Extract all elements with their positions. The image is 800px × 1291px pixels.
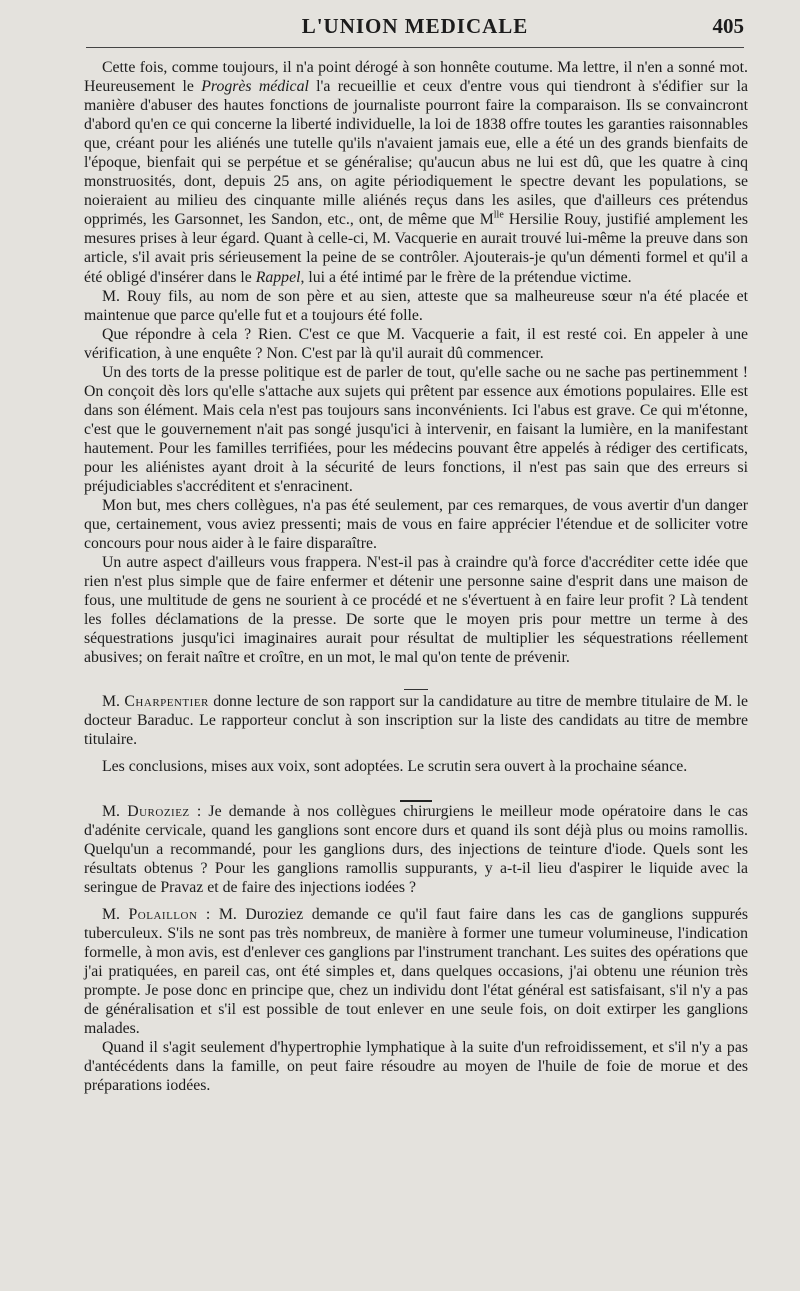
paragraph — [84, 58, 748, 287]
italic-title: Rappel — [255, 268, 301, 286]
text-run: donne lecture de son rapport sur la candidature au titre de membre titulaire de M. le docteur Baraduc. Le rapporteur conclut à son inscription sur la liste des candidats au titre de membre titulaire. — [84, 692, 748, 748]
speaker-name: Charpentier — [124, 692, 209, 710]
paragraph — [84, 1038, 748, 1095]
article-body — [84, 58, 748, 1095]
paragraph — [84, 553, 748, 667]
paragraph — [84, 905, 748, 1038]
paragraph — [84, 496, 748, 553]
speaker-name: Duroziez — [127, 802, 190, 820]
text-run: Un des torts de la presse politique est de parler de tout, qu'elle sache ou ne sache pas pertinemment ! On conçoit dès lors qu'elle s'attache aux sujets qui prêtent par essence aux émotions populaires. Elle est dans son élément. Mais cela n'est pas toujours sans inconvénients. Ici l'abus est grave. Ce qui m'étonne, c'est que le gouvernement n'ait pas songé jusqu'ici à intervenir, en faisant la lumière, en la manifestant hautement. Pour les familles terrifiées, pour les médecins pouvant être appelés à rédiger des certificats, pour les aliénistes ayant droit à la sécurité de leurs fonctions, il n'est pas sain que des erreurs si préjudiciables s'accréditent et s'enracinent. — [84, 363, 748, 496]
text-run: M. — [102, 802, 128, 820]
text-run: Un autre aspect d'ailleurs vous frappera. N'est-il pas à craindre qu'à force d'accréditer cette idée que rien n'est plus simple que de faire enfermer et détenir une personne saine d'esprit dans une maison de fous, une multitude de gens ne sourient à ce procédé et ne s'évertuent à en faire leur profit ? Là tendent les folles déclamations de la presse. De sorte que le moyen pris pour mettre un terme à des séquestrations jusqu'ici imaginaires aurait pour résultat de multiplier les séquestrations réellement abusives; on ferait naître et croître, en un mot, le mal qu'on tente de prévenir. — [84, 554, 748, 667]
text-run: , lui a été intimé par le frère de la prétendue victime. — [300, 268, 632, 286]
paragraph — [84, 757, 748, 776]
text-run: Que répondre à cela ? Rien. C'est ce que M. Vacquerie a fait, il est resté coi. En appeler à une vérification, à une enquête ? Non. C'est par là qu'il aurait dû commencer. — [84, 325, 748, 362]
paragraph — [84, 325, 748, 363]
text-run: : Je demande à nos collègues chirurgiens le meilleur mode opératoire dans le cas d'adénite cervicale, quand les ganglions sont encore durs et quand ils sont déjà plus ou moins ramollis. Quelqu'un a recommandé, pour les ganglions durs, des injections de teinture d'iode. Quels sont les résultats obtenus ? Pour les ganglions ramollis suppurants, y a-t-il lieu d'aspirer le liquide avec la seringue de Pravaz et de faire des injections iodées ? — [84, 802, 748, 896]
paragraph — [84, 692, 748, 749]
separator-line — [404, 689, 428, 690]
text-run: Quand il s'agit seulement d'hypertrophie lymphatique à la suite d'un refroidissement, et s'il n'y a pas d'antécédents dans la famille, on peut faire résoudre au moyen de l'huile de foie de morue et des préparations iodées. — [84, 1039, 748, 1095]
text-run: : M. Duroziez demande ce qu'il faut faire dans les cas de ganglions suppurés tuberculeux. S'ils ne sont pas très nombreux, de manière à former une tumeur volumineuse, l'indication formelle, à mon avis, est d'enlever ces ganglions par l'instrument tranchant. Les suites des opérations que j'ai pratiquées, en pareil cas, ont été simples et, dans quelques occasions, j'ai obtenu une réunion très prompte. Je pose donc en principe que, chez un individu dont l'état général est satisfaisant, s'il n'y a pas de généralisation et s'il est possible de tout enlever en une seule fois, on doit extirper les ganglions malades. — [84, 905, 748, 1038]
text-run: M. Rouy fils, au nom de son père et au sien, atteste que sa malheureuse sœur n'a été placée et maintenue que parce qu'elle fut et a toujours été folle. — [84, 287, 748, 324]
paragraph — [84, 363, 748, 496]
running-title: L'UNION MEDICALE — [301, 14, 529, 38]
page-header — [86, 12, 744, 52]
text-run: lle — [493, 210, 504, 222]
page-number: 405 — [712, 14, 744, 38]
text-run: M. — [102, 905, 129, 923]
paragraph — [84, 802, 748, 897]
speaker-name: Polaillon — [128, 905, 198, 923]
text-run: Hersilie Rouy, justifié amplement les mesures prises à leur égard. Quant à celle-ci, M. Vacquerie en aurait trouvé lui-même la preuve dans son article, s'il avait pris sérieusement la peine de se contrôler. Ajouterais-je qu'un démenti formel et qu'il a été obligé d'insérer dans le — [84, 211, 748, 286]
text-run: Mon but, mes chers collègues, n'a pas été seulement, par ces remarques, de vous avertir d'un danger que, certainement, vous aviez pressenti; mais de vous en faire apprécier l'étendue et de solliciter votre concours pour nous aider à le faire disparaître. — [84, 497, 748, 553]
section-rule — [84, 788, 748, 792]
header-rule — [86, 47, 744, 48]
text-run: Les conclusions, mises aux voix, sont adoptées. Le scrutin sera ouvert à la prochaine séance. — [102, 757, 688, 775]
italic-title: Progrès médical — [201, 78, 309, 96]
paragraph — [84, 287, 748, 325]
text-run: M. — [102, 692, 125, 710]
text-run: Cette fois, comme toujours, il n'a point dérogé à son honnête coutume. Ma lettre, il n'en a sonné mot. Heureusement le — [84, 59, 748, 96]
section-dash — [84, 676, 748, 680]
text-run: l'a recueillie et ceux d'entre vous qui tiendront à s'édifier sur la manière d'abuser des hautes fonctions de journaliste pourront faire la comparaison. Ils se convaincront d'abord qu'en ce qui concerne la liberté individuelle, la loi de 1838 offre toutes les garanties raisonnables que, créant pour les aliénés une tutelle qu'ils n'avaient jamais eue, elle a été un des grands bienfaits de l'époque, bienfait qui se perpétue et se généralise; qu'aucun abus ne lui est dû, que les quatre à cinq monstruosités, dont, depuis 25 ans, on agite périodiquement le spectre devant les populations, se noieraient au milieu des cinquante mille aliénés reçus dans les asiles, que d'ailleurs ces prétendus opprimés, les Garsonnet, les Sandon, etc., ont, de même que M — [84, 78, 748, 229]
